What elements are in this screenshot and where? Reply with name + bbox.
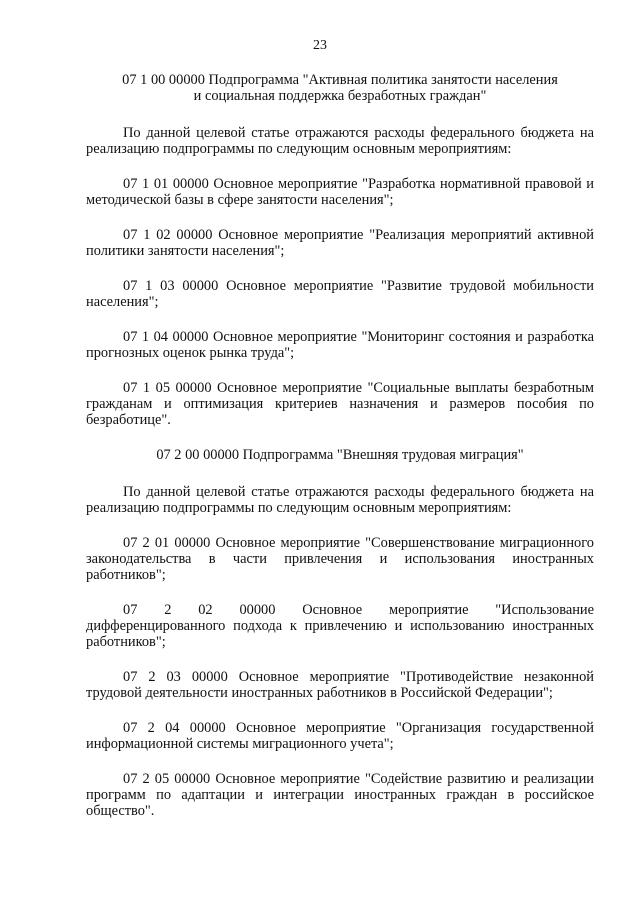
measure-paragraph: 07 1 05 00000 Основное мероприятие "Социальные выплаты безработным гражданам и оптимизация критериев назначения и размеров пособия по безработице". [86,380,594,428]
page-number: 23 [313,38,327,53]
measure-paragraph: 07 2 02 00000 Основное мероприятие "Использование дифференцированного подхода к привлечению и использованию иностранных работников"; [86,602,594,650]
heading-line: 07 1 00 00000 Подпрограмма "Активная политика занятости населения [122,72,558,88]
section-intro-paragraph: По данной целевой статье отражаются расходы федерального бюджета на реализацию подпрограммы по следующим основным мероприятиям: [86,484,594,516]
section-heading-1 [86,72,594,104]
measure-paragraph: 07 1 04 00000 Основное мероприятие "Мониторинг состояния и разработка прогнозных оценок рынка труда"; [86,329,594,361]
measure-paragraph: 07 1 01 00000 Основное мероприятие "Разработка нормативной правовой и методической базы в сфере занятости населения"; [86,176,594,208]
measure-paragraph: 07 2 03 00000 Основное мероприятие "Противодействие незаконной трудовой деятельности иностранных работников в Российской Федерации"; [86,669,594,701]
document-body [86,72,594,819]
measure-paragraph: 07 1 03 00000 Основное мероприятие "Развитие трудовой мобильности населения"; [86,278,594,310]
section-intro-paragraph: По данной целевой статье отражаются расходы федерального бюджета на реализацию подпрограммы по следующим основным мероприятиям: [86,125,594,157]
measure-paragraph: 07 2 01 00000 Основное мероприятие "Совершенствование миграционного законодательства в части привлечения и использования иностранных работников"; [86,535,594,583]
heading-line: и социальная поддержка безработных граждан" [193,88,487,104]
heading-line: 07 2 00 00000 Подпрограмма "Внешняя трудовая миграция" [156,447,524,463]
section-heading-2 [86,447,594,463]
measure-paragraph: 07 2 04 00000 Основное мероприятие "Организация государственной информационной системы миграционного учета"; [86,720,594,752]
measure-paragraph: 07 2 05 00000 Основное мероприятие "Содействие развитию и реализации программ по адаптации и интеграции иностранных граждан в российское общество". [86,771,594,819]
measure-paragraph: 07 1 02 00000 Основное мероприятие "Реализация мероприятий активной политики занятости населения"; [86,227,594,259]
